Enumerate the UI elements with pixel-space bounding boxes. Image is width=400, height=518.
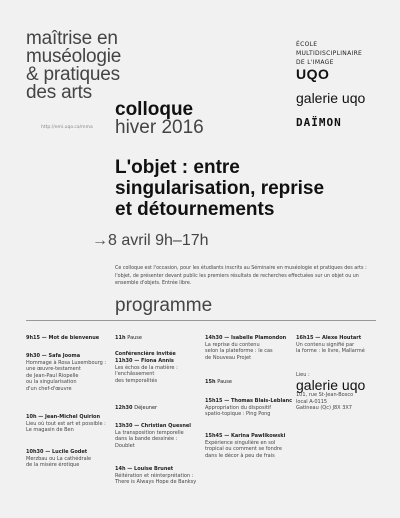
entry-heading <box>26 335 118 342</box>
entry-heading <box>205 398 297 405</box>
entry-title-line: Un contenu signifié par <box>296 341 355 348</box>
entry-speaker: — Karina Pawlikowski <box>224 433 286 439</box>
entry-speaker: — Isabelle Plamondon <box>224 335 287 341</box>
entry-heading <box>115 466 207 473</box>
entry-title-line: La transposition temporelle <box>115 429 184 436</box>
entry-title-line: la forme : le livre, Mallarmé <box>296 348 365 355</box>
schedule-entry <box>26 335 118 342</box>
entry-time: 15h45 <box>205 433 223 439</box>
daimon-logo: DAÏMON <box>296 116 342 129</box>
entry-time: 11h <box>115 335 126 341</box>
entry-heading <box>115 405 207 412</box>
schedule-entry <box>115 358 207 384</box>
program-line: maîtrise en <box>26 28 118 49</box>
entry-time: 15h15 <box>205 398 223 404</box>
schedule-entry <box>205 335 297 361</box>
program-name <box>26 30 176 102</box>
entry-title-line: ou la singularisation <box>26 379 77 386</box>
entry-speaker: Pause <box>127 335 142 341</box>
entry-title-line: Expérience singulière en sol <box>205 439 276 446</box>
entry-title-line: des temporalités <box>115 377 158 384</box>
entry-title-line: de Nouveau Projet <box>205 354 252 361</box>
ecole-line: MULTIDISCIPLINAIRE <box>296 50 363 57</box>
program-line: des arts <box>26 82 92 103</box>
entry-speaker: — Alexe Houtart <box>315 335 362 341</box>
schedule-entry <box>205 398 297 418</box>
entry-heading <box>26 414 118 421</box>
entry-heading <box>205 433 297 440</box>
programme-heading: programme <box>115 295 213 316</box>
schedule-entry <box>205 379 297 386</box>
entry-time: 14h <box>115 466 126 472</box>
entry-title-line: There is Always Hope de Banksy <box>115 479 197 486</box>
entry-heading <box>115 335 207 342</box>
entry-title-line: Les échos de la matière : <box>115 364 178 371</box>
title-line: et détournements <box>115 199 275 220</box>
schedule-entry <box>115 466 207 486</box>
entry-time: 9h15 <box>26 335 40 341</box>
entry-time: 12h30 <box>115 405 133 411</box>
entry-title-line: une œuvre-testament <box>26 366 81 373</box>
schedule-entry <box>26 414 118 434</box>
entry-speaker: — Jean-Michel Quirion <box>38 414 101 420</box>
schedule-entry <box>115 335 207 342</box>
entry-speaker: Déjeuner <box>134 405 158 411</box>
entry-heading <box>115 358 207 365</box>
program-line: & pratiques <box>26 64 120 85</box>
venue <box>296 372 388 412</box>
entry-title-line: l'enchâssement <box>115 371 155 378</box>
entry-title-line: Merzbau ou La cathédrale <box>26 455 92 462</box>
entry-title-line: selon la plateforme : le cas <box>205 348 273 355</box>
schedule-entry <box>115 351 207 358</box>
date-text: 8 avril 9h–17h <box>108 232 209 249</box>
schedule-entry <box>296 335 388 355</box>
venue-address-line: local A-0115 <box>296 398 328 405</box>
entry-heading <box>26 449 118 456</box>
schedule-entry <box>115 405 207 412</box>
entry-heading <box>205 335 297 342</box>
entry-time: 11h30 <box>115 358 133 364</box>
entry-heading <box>296 335 388 342</box>
galerie-uqo-logo: galerie uqo <box>296 90 366 106</box>
venue-label: Lieu : <box>296 372 310 378</box>
ecole-logo <box>296 40 362 67</box>
schedule-entry <box>26 449 118 469</box>
entry-title-line: de la misère érotique <box>26 462 80 469</box>
entry-time: 16h15 <box>296 335 314 341</box>
entry-heading <box>115 351 207 358</box>
title-line: L'objet : entre <box>115 157 240 178</box>
entry-title-line: dans le décor à peu de frais <box>205 452 275 459</box>
title-line: singularisation, reprise <box>115 178 325 199</box>
entry-title-line: Le magasin de Ben <box>26 427 74 434</box>
entry-title-line: Réitération et réinterprétation : <box>115 472 194 479</box>
entry-speaker: — Christian Quesnel <box>134 423 191 429</box>
entry-time: 15h <box>205 379 216 385</box>
ecole-line: DE L'IMAGE <box>296 59 334 66</box>
entry-heading <box>26 353 118 360</box>
intro-text: Ce colloque est l'occasion, pour les étudiants inscrits au Séminaire en muséologie et pratiques des arts : l'objet, de présenter devant public les premiers résultats de recherches effectuées sur un objet ou un ensemble d'objets. Entrée libre. <box>115 266 367 286</box>
entry-title-line: dans la bande dessinée : <box>115 436 178 443</box>
entry-heading <box>205 379 297 386</box>
entry-speaker: — Safa Jooma <box>41 353 81 359</box>
uqo-logo: UQO <box>296 66 330 82</box>
venue-address-line: 101, rue St-Jean-Bosco <box>296 392 354 399</box>
entry-time: 9h30 <box>26 353 40 359</box>
event-title <box>115 157 385 220</box>
season-label: hiver 2016 <box>115 117 204 138</box>
entry-title-line: Appropriation du dispositif <box>205 404 272 411</box>
entry-title-line: Lieu où tout est art et possible : <box>26 420 106 427</box>
entry-title-line: Doublet <box>115 442 135 449</box>
schedule-entry <box>115 423 207 449</box>
entry-time: 10h30 <box>26 449 44 455</box>
entry-speaker: — Fiona Annis <box>134 358 174 364</box>
event-date <box>92 232 209 250</box>
entry-title-line: La reprise du contenu <box>205 341 260 348</box>
venue-address-line: Gatineau (Qc) J8X 3X7 <box>296 405 352 412</box>
schedule-entry <box>26 353 118 393</box>
program-url[interactable]: http://emi.uqo.ca/mma <box>41 125 93 130</box>
arrow-right-icon: → <box>92 232 108 249</box>
venue-name: galerie uqo <box>296 376 366 393</box>
entry-speaker: — Louise Brunet <box>127 466 174 472</box>
divider <box>26 320 376 321</box>
entry-time: 10h <box>26 414 37 420</box>
entry-title-line: spatio-topique : Ping Pong <box>205 411 271 418</box>
entry-title-line: Hommage à Rosa Luxembourg : <box>26 359 107 366</box>
entry-title-line: de Jean-Paul Riopelle <box>26 372 79 379</box>
entry-time: Conférencière invitée <box>115 351 176 357</box>
entry-title-line: tropical ou comment se fondre <box>205 446 282 453</box>
entry-speaker: — Thomas Blais-Leblanc <box>224 398 293 404</box>
program-line: muséologie <box>26 46 122 67</box>
entry-speaker: — Lucile Godet <box>45 449 88 455</box>
entry-time: 14h30 <box>205 335 223 341</box>
colloque-label: colloque <box>115 99 194 120</box>
schedule-entry <box>205 433 297 459</box>
entry-heading <box>115 423 207 430</box>
entry-title-line: d'un chef-d'œuvre <box>26 385 72 392</box>
entry-speaker: Pause <box>217 379 232 385</box>
entry-time: 13h30 <box>115 423 133 429</box>
ecole-line: ÉCOLE <box>296 41 318 48</box>
entry-speaker: — Mot de bienvenue <box>41 335 100 341</box>
